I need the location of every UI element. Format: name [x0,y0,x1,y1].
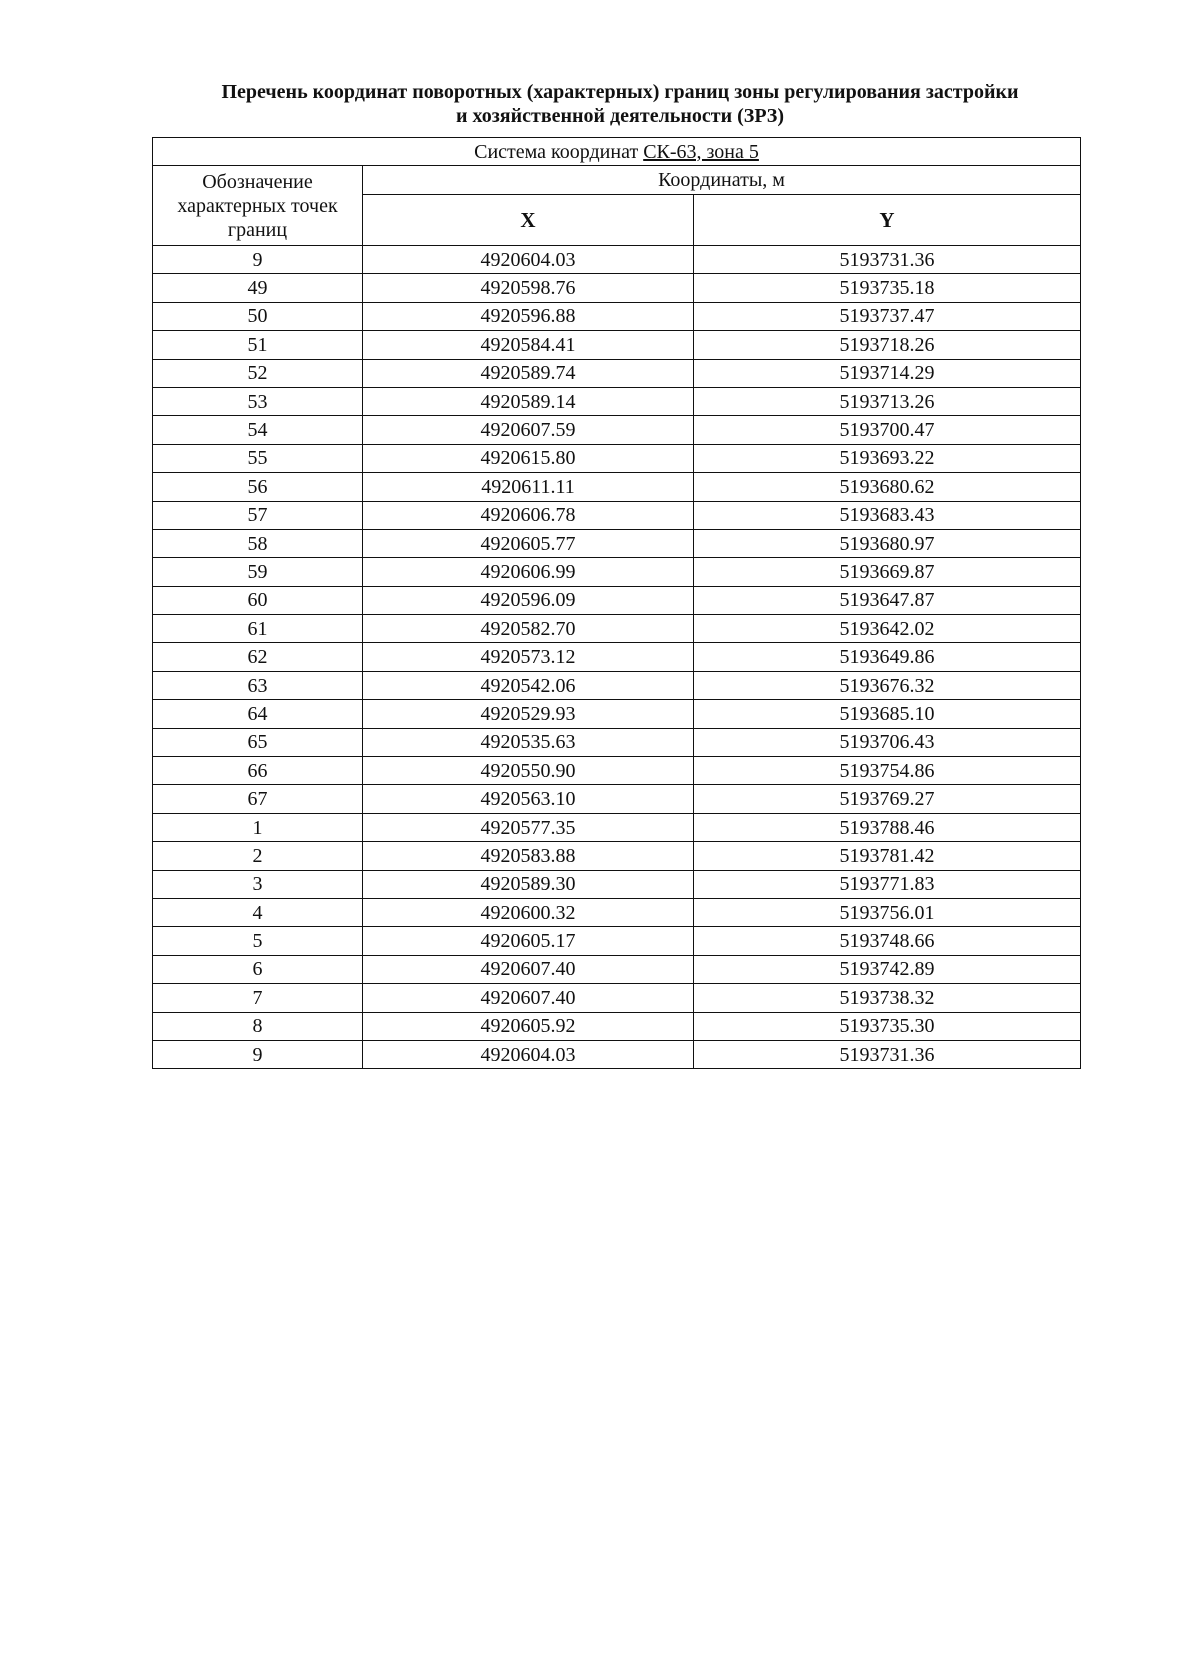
coordinates-table-body [153,246,1081,1069]
x-coordinate-cell: 4920582.70 [363,615,694,643]
x-coordinate-cell: 4920615.80 [363,444,694,472]
table-row [153,700,1081,728]
coordinates-table [152,137,1081,1069]
table-row [153,870,1081,898]
point-cell: 63 [153,671,363,699]
x-coordinate-cell: 4920589.30 [363,870,694,898]
y-coordinate-cell: 5193714.29 [694,359,1081,387]
x-coordinate-cell: 4920598.76 [363,274,694,302]
point-cell: 58 [153,529,363,557]
y-coordinate-cell: 5193649.86 [694,643,1081,671]
table-row [153,643,1081,671]
coordinate-system-cell [153,138,1081,166]
point-cell: 53 [153,387,363,415]
y-coordinate-cell: 5193713.26 [694,387,1081,415]
point-cell: 59 [153,558,363,586]
point-cell: 67 [153,785,363,813]
x-coordinate-cell: 4920542.06 [363,671,694,699]
y-coordinate-cell: 5193680.62 [694,473,1081,501]
table-row [153,842,1081,870]
point-cell: 66 [153,757,363,785]
point-cell: 4 [153,898,363,926]
y-axis-header: Y [694,195,1081,246]
y-coordinate-cell: 5193769.27 [694,785,1081,813]
coordinates-header: Координаты, м [363,166,1081,195]
x-coordinate-cell: 4920607.59 [363,416,694,444]
y-coordinate-cell: 5193647.87 [694,586,1081,614]
x-coordinate-cell: 4920606.99 [363,558,694,586]
x-coordinate-cell: 4920606.78 [363,501,694,529]
x-coordinate-cell: 4920550.90 [363,757,694,785]
x-coordinate-cell: 4920607.40 [363,984,694,1012]
y-coordinate-cell: 5193735.30 [694,1012,1081,1040]
x-coordinate-cell: 4920605.17 [363,927,694,955]
x-coordinate-cell: 4920596.09 [363,586,694,614]
point-cell: 9 [153,246,363,274]
table-row [153,331,1081,359]
table-row [153,955,1081,983]
y-coordinate-cell: 5193683.43 [694,501,1081,529]
table-row [153,302,1081,330]
table-row [153,1012,1081,1040]
point-cell: 54 [153,416,363,444]
table-row [153,359,1081,387]
table-row [153,246,1081,274]
point-cell: 6 [153,955,363,983]
table-row [153,473,1081,501]
table-row [153,898,1081,926]
x-coordinate-cell: 4920583.88 [363,842,694,870]
point-cell: 8 [153,1012,363,1040]
point-cell: 50 [153,302,363,330]
point-cell: 61 [153,615,363,643]
y-coordinate-cell: 5193788.46 [694,813,1081,841]
y-coordinate-cell: 5193754.86 [694,757,1081,785]
x-coordinate-cell: 4920535.63 [363,728,694,756]
point-cell: 2 [153,842,363,870]
y-coordinate-cell: 5193731.36 [694,1040,1081,1068]
table-row [153,444,1081,472]
point-cell: 62 [153,643,363,671]
x-coordinate-cell: 4920577.35 [363,813,694,841]
x-coordinate-cell: 4920573.12 [363,643,694,671]
table-row [153,757,1081,785]
y-coordinate-cell: 5193748.66 [694,927,1081,955]
document-title [140,80,1100,128]
table-row [153,416,1081,444]
y-coordinate-cell: 5193737.47 [694,302,1081,330]
table-row [153,387,1081,415]
y-coordinate-cell: 5193642.02 [694,615,1081,643]
document-title-line-2: и хозяйственной деятельности (ЗРЗ) [455,105,785,127]
y-coordinate-cell: 5193735.18 [694,274,1081,302]
y-coordinate-cell: 5193718.26 [694,331,1081,359]
point-cell: 3 [153,870,363,898]
point-cell: 1 [153,813,363,841]
x-axis-header: X [363,195,694,246]
point-cell: 49 [153,274,363,302]
point-designation-header: Обозначение характерных точек границ [153,166,363,246]
point-cell: 60 [153,586,363,614]
x-coordinate-cell: 4920605.92 [363,1012,694,1040]
x-coordinate-cell: 4920605.77 [363,529,694,557]
table-row [153,785,1081,813]
y-coordinate-cell: 5193738.32 [694,984,1081,1012]
x-coordinate-cell: 4920604.03 [363,1040,694,1068]
y-coordinate-cell: 5193742.89 [694,955,1081,983]
y-coordinate-cell: 5193731.36 [694,246,1081,274]
point-cell: 55 [153,444,363,472]
y-coordinate-cell: 5193756.01 [694,898,1081,926]
x-coordinate-cell: 4920584.41 [363,331,694,359]
coordinate-system-prefix: Система координат [474,140,644,163]
point-cell: 7 [153,984,363,1012]
table-row [153,558,1081,586]
table-row [153,813,1081,841]
x-coordinate-cell: 4920607.40 [363,955,694,983]
point-cell: 52 [153,359,363,387]
coordinate-system-name: СК-63, зона 5 [643,140,759,163]
y-coordinate-cell: 5193771.83 [694,870,1081,898]
point-cell: 5 [153,927,363,955]
y-coordinate-cell: 5193700.47 [694,416,1081,444]
y-coordinate-cell: 5193781.42 [694,842,1081,870]
table-row [153,1040,1081,1068]
y-coordinate-cell: 5193676.32 [694,671,1081,699]
y-coordinate-cell: 5193706.43 [694,728,1081,756]
y-coordinate-cell: 5193693.22 [694,444,1081,472]
table-row [153,529,1081,557]
table-row [153,671,1081,699]
y-coordinate-cell: 5193680.97 [694,529,1081,557]
x-coordinate-cell: 4920611.11 [363,473,694,501]
y-coordinate-cell: 5193685.10 [694,700,1081,728]
table-row [153,984,1081,1012]
point-cell: 56 [153,473,363,501]
x-coordinate-cell: 4920563.10 [363,785,694,813]
header-row [153,166,1081,195]
point-cell: 51 [153,331,363,359]
document-title-line-1: Перечень координат поворотных (характерных) границ зоны регулирования застройки [221,81,1019,103]
x-coordinate-cell: 4920589.14 [363,387,694,415]
x-coordinate-cell: 4920529.93 [363,700,694,728]
table-row [153,274,1081,302]
table-row [153,728,1081,756]
point-cell: 65 [153,728,363,756]
x-coordinate-cell: 4920589.74 [363,359,694,387]
table-row [153,615,1081,643]
table-row [153,501,1081,529]
table-row [153,927,1081,955]
coordinate-system-row [153,138,1081,166]
x-coordinate-cell: 4920600.32 [363,898,694,926]
point-cell: 64 [153,700,363,728]
point-cell: 9 [153,1040,363,1068]
table-row [153,586,1081,614]
point-cell: 57 [153,501,363,529]
x-coordinate-cell: 4920604.03 [363,246,694,274]
x-coordinate-cell: 4920596.88 [363,302,694,330]
y-coordinate-cell: 5193669.87 [694,558,1081,586]
